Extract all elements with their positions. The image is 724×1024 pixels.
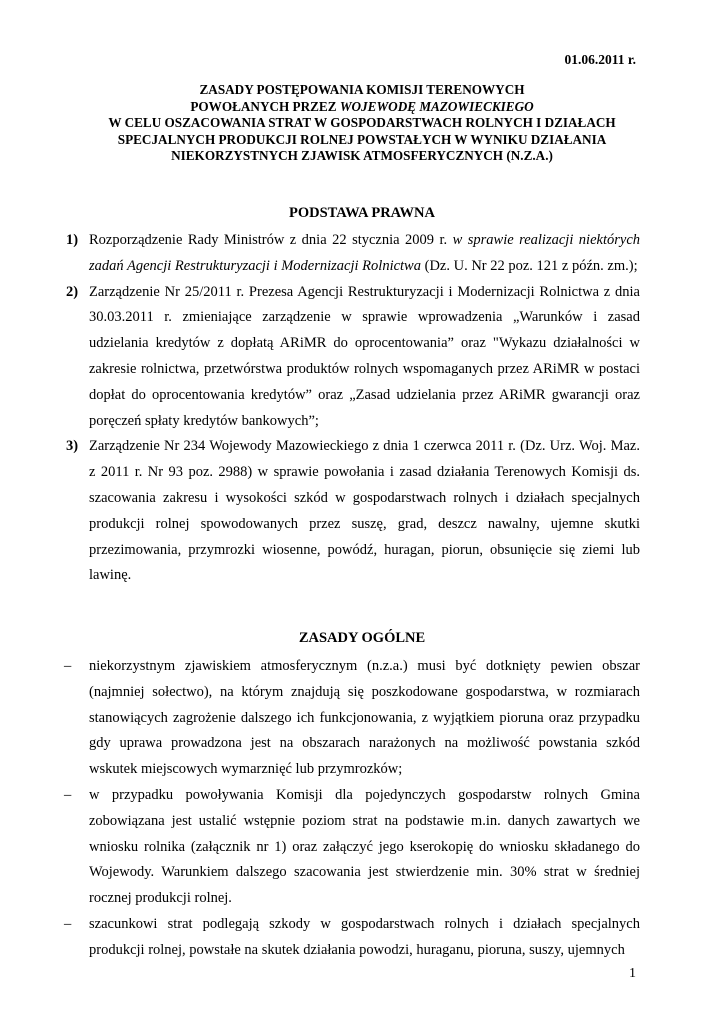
general-rules-heading: ZASADY OGÓLNE <box>298 630 426 646</box>
title-line-5: NIEKORZYSTNYCH ZJAWISK ATMOSFERYCZNYCH (N.Z.A.) <box>171 148 553 163</box>
legal-basis-item <box>60 434 640 589</box>
item-number: 3) <box>66 438 79 455</box>
page-number: 1 <box>629 966 636 981</box>
general-rule-item <box>60 912 640 964</box>
bullet-dash: – <box>64 786 72 803</box>
legal-basis-heading: PODSTAWA PRAWNA <box>289 205 435 221</box>
general-rule-item <box>60 654 640 783</box>
item-text-start: Rozporządzenie Rady Ministrów z dnia 22 stycznia 2009 r. <box>89 232 453 248</box>
legal-basis-list <box>60 228 640 589</box>
legal-basis-item <box>60 280 640 435</box>
item-text-italic: w sprawie realizacji niektórych zadań Agencji Restrukturyzacji i Modernizacji Rolnictwa <box>89 232 640 274</box>
bullet-dash: – <box>64 915 72 932</box>
item-number: 1) <box>66 232 79 248</box>
title-line-2-prefix: POWOŁANYCH PRZEZ <box>190 98 340 114</box>
title-line-1: ZASADY POSTĘPOWANIA KOMISJI TERENOWYCH <box>199 82 525 97</box>
general-rule-item <box>60 783 640 912</box>
rule-text: szacunkowi strat podlegają szkody w gospodarstwach rolnych i działach specjalnych produkcji rolnej, powstałe na skutek działania powodzi, huraganu, pioruna, suszy, ujemnych <box>89 915 640 958</box>
title-line-2 <box>60 99 664 116</box>
title-line-3: W CELU OSZACOWANIA STRAT W GOSPODARSTWACH ROLNYCH I DZIAŁACH <box>108 115 616 130</box>
rule-text: niekorzystnym zjawiskiem atmosferycznym (n.z.a.) musi być dotknięty pewien obszar (najmniej sołectwo), na którym znajdują się poszkodowane gospodarstwa, w rozmiarach stanowiących zagrożenie dalszego ich funkcjonowania, z wyjątkiem pioruna oraz przypadku gdy uprawa prowadzona jest na obszarach narażonych na możliwość powstania szkód wskutek miejscowych wymarznięć lub przymrozków; <box>89 658 640 778</box>
document-date: 01.06.2011 r. <box>564 52 636 67</box>
legal-basis-item <box>60 228 640 280</box>
item-text-end: (Dz. U. Nr 22 poz. 121 z późn. zm.); <box>420 257 638 274</box>
document-title <box>60 82 664 165</box>
general-rules-list <box>60 654 640 964</box>
item-text: Zarządzenie Nr 25/2011 r. Prezesa Agencji Restrukturyzacji i Modernizacji Rolnictwa z dnia 30.03.2011 r. zmieniające zarządzenie w sprawie wprowadzenia „Warunków i zasad udzielania kredytów z dopłatą ARiMR do oprocentowania” oraz "Wykazu działalności w zakresie rolnictwa, przetwórstwa produktów rolnych wspomaganych przez ARiMR w postaci dopłat do oprocentowania kredytów” oraz „Zasad udzielania przez ARiMR gwarancji oraz poręczeń spłaty kredytów bankowych”; <box>89 283 640 429</box>
title-line-4: SPECJALNYCH PRODUKCJI ROLNEJ POWSTAŁYCH W WYNIKU DZIAŁANIA <box>117 131 607 147</box>
title-line-2-italic: WOJEWODĘ MAZOWIECKIEGO <box>339 98 534 114</box>
rule-text: w przypadku powoływania Komisji dla pojedynczych gospodarstw rolnych Gmina zobowiązana jest ustalić wstępnie poziom strat na podstawie m.in. danych zawartych we wniosku rolnika (załącznik nr 1) oraz załączyć jego kserokopię do wniosku składanego do Wojewody. Warunkiem dalszego szacowania jest stwierdzenie min. 30% strat w średniej rocznej produkcji rolnej. <box>89 786 640 907</box>
bullet-dash: – <box>64 658 72 674</box>
item-number: 2) <box>66 283 79 300</box>
item-text: Zarządzenie Nr 234 Wojewody Mazowieckiego z dnia 1 czerwca 2011 r. (Dz. Urz. Woj. Maz. z 2011 r. Nr 93 poz. 2988) w sprawie powołania i zasad działania Terenowych Komisji ds. szacowania zakresu i wysokości szkód w gospodarstwach rolnych i działach specjalnych produkcji rolnej spowodowanych przez suszę, grad, deszcz nawalny, ujemne skutki przezimowania, przymrozki wiosenne, powódź, huragan, piorun, obsunięcie się ziemi lub lawinę. <box>89 438 640 584</box>
